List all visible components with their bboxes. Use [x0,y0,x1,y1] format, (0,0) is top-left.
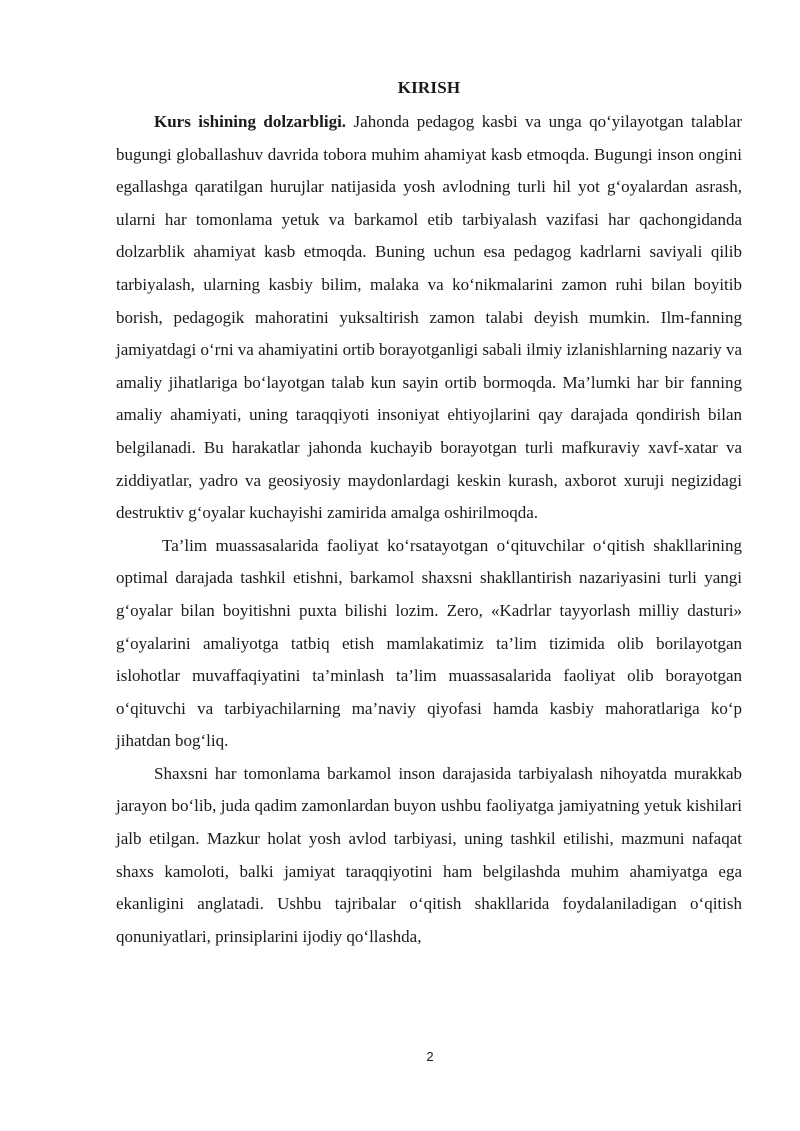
paragraph-text: Jahonda pedagog kasbi va unga qo‘yilayotgan talablar bugungi globallashuv davrida tobora muhim ahamiyat kasb etmoqda. Bugungi inson ongini egallashga qaratilgan hurujlar natijasida yosh avlodning turli hil yot g‘oyalardan asrash, ularni har tomonlama yetuk va barkamol etib tarbiyalash vazifasi har qachongidanda dolzarblik ahamiyat kasb etmoqda. Buning uchun esa pedagog kadrlarni saviyali qilib tarbiyalash, ularning kasbiy bilim, malaka va ko‘nikmalarini zamon ruhi bilan boyitib borish, pedagogik mahoratini yuksaltirish zamon talabi deyish mumkin. Ilm-fanning jamiyatdagi o‘rni va ahamiyatini ortib borayotganligi sabali ilmiy izlanishlarning nazariy va amaliy jihatlariga bo‘layotgan talab kun sayin ortib bormoqda. Ma’lumki har bir fanning amaliy ahamiyati, uning taraqqiyoti insoniyat ehtiyojlarini qay darajada qondirish bilan belgilanadi. Bu harakatlar jahonda kuchayib borayotgan turli mafkuraviy xavf-xatar va ziddiyatlar, yadro va geosiyosiy maydonlardagi keskin kurash, axborot xuruji negizidagi destruktiv g‘oyalar kuchayishi zamirida amalga oshirilmoqda. [116,112,742,523]
page-number: 2 [426,1049,434,1064]
paragraph-upbringing: Shaxsni har tomonlama barkamol inson darajasida tarbiyalash nihoyatda murakkab jarayon bo‘lib, juda qadim zamonlardan buyon ushbu faoliyatga jamiyatning yetuk kishilari jalb etilgan. Mazkur holat yosh avlod tarbiyasi, uning tashkil etilishi, mazmuni nafaqat shaxs kamoloti, balki jamiyat taraqqiyotini ham belgilashda muhim ahamiyatga ega ekanligini anglatadi. Ushbu tajribalar o‘qitish shakllarida foydalaniladigan o‘qitish qonuniyatlari, prinsiplarini ijodiy qo‘llashda, [116,763,742,946]
paragraph-lead: Kurs ishining dolzarbligi. [154,112,347,131]
section-title: KIRISH [397,78,461,97]
page-content [116,74,742,953]
paragraph-education: Ta’lim muassasalarida faoliyat ko‘rsatayotgan o‘qituvchilar o‘qitish shakllarining optimal darajada tashkil etishni, barkamol shaxsni shakllantirish nazariyasini turli yangi g‘oyalar bilan boyitishni puxta bilishi lozim. Zero, «Kadrlar tayyorlash milliy dasturi» g‘oyalarini amaliyotga tatbiq etish mamlakatimiz ta’lim tizimida olib borilayotgan islohotlar muvaffaqiyatini ta’minlash ta’lim muassasalarida faoliyat olib borayotgan o‘qituvchi va tarbiyachilarning ma’naviy qiyofasi hamda kasbiy mahoratlariga ko‘p jihatdan bog‘liq. [116,535,742,751]
paragraph-relevance [116,106,742,530]
